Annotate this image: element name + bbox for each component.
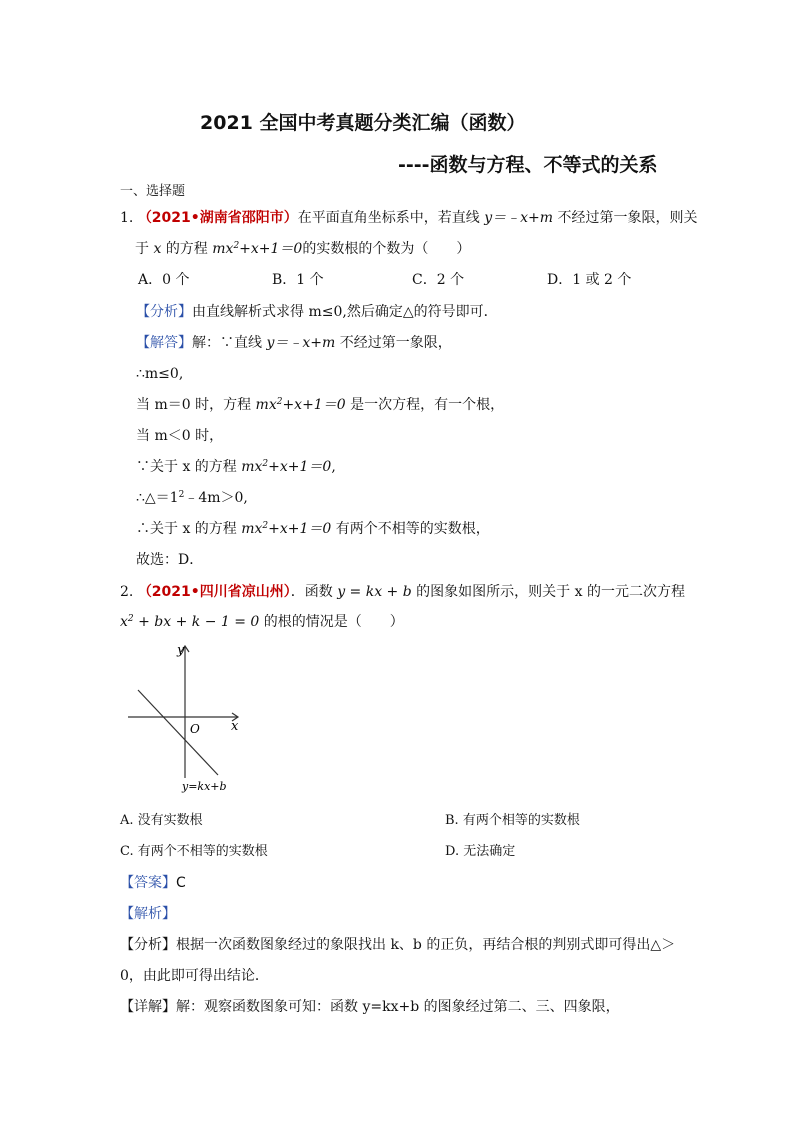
q2-analysis-2: 0，由此即可得出结论． [120,968,269,984]
q1-solution-2: ∴m≤0, [136,366,184,382]
q2-source: （2021•四川省凉山州） [137,584,291,600]
q1-line-1 [120,209,697,227]
q1-line-eq: y＝﹣x+m [484,210,553,226]
q1-solution-4: 当 m＜0 时， [136,428,224,444]
q2-answer-tag: 【答案】 [120,875,176,891]
q2-option-a: A. 没有实数根 [120,813,203,828]
q2-graph [120,640,250,795]
q1-option-d: D．1 或 2 个 [547,272,632,288]
q1-number: 1. [120,210,134,226]
q1-stem-e: 的实数根的个数为（ ） [302,241,471,257]
q1-option-a: A．0 个 [138,272,190,288]
q2-analysis-1: 【分析】根据一次函数图象经过的象限找出 k、b 的正负，再结合根的判别式即可得出△＞ [120,937,676,953]
page-subtitle: ----函数与方程、不等式的关系 [398,154,658,176]
q2-option-b: B. 有两个相等的实数根 [445,813,580,828]
page-title: 2021 全国中考真题分类汇编（函数） [200,112,526,134]
q1-var-x: x [153,241,162,257]
q1-quad-eq: $mx^2+x+1=0$ [212,241,303,257]
q1-solution-7: ∴关于 x 的方程 $mx^2+x+1=0$ 有两个不相等的实数根， [136,521,490,537]
q1-solution-3: 当 m＝0 时，方程 $mx^2+x+1=0$ 是一次方程，有一个根， [136,397,505,413]
q1-analysis-text: 由直线解析式求得 m≤0,然后确定△的符号即可． [192,304,498,320]
q2-option-d: D. 无法确定 [445,844,516,859]
q2-detail-tag: 【详解】 [120,999,176,1015]
q1-solution-1: 【解答】解：∵直线 y＝﹣x+m 不经过第一象限， [136,335,452,351]
q1-option-c: C．2 个 [412,272,465,288]
q2-line-2: $x^2$ + bx + k − 1 = 0 的根的情况是（ ） [120,614,404,630]
graph-line-label: y=kx+b [182,780,227,793]
q1-source: （2021•湖南省邵阳市） [137,210,298,226]
q1-line-2 [135,240,470,258]
section-label: 一、选择题 [120,184,186,199]
q2-linear-eq: y = kx + b [337,584,412,600]
q2-number: 2. [120,584,134,600]
q1-solution-tag: 【解答】 [136,335,192,351]
q1-stem-b: 不经过第一象限，则关 [557,210,698,226]
q2-line-1: 2. （2021•四川省凉山州）．函数 y = kx + b 的图象如图所示，则关于 x 的一元二次方程 [120,584,685,600]
q1-stem-d: 的方程 [165,241,208,257]
q1-analysis-tag: 【分析】 [136,304,192,320]
origin-label: O [190,722,200,736]
q2-option-c: C. 有两个不相等的实数根 [120,844,268,859]
q1-stem-a: 在平面直角坐标系中，若直线 [297,210,480,226]
q2-answer-value: C [176,875,186,891]
q2-detail: 【详解】解：观察函数图象可知：函数 y=kx+b 的图象经过第二、三、四象限， [120,999,620,1015]
y-axis-label: y [177,643,185,658]
q1-solution-6: $\therefore\triangle=1^2﹣4m>0$, [136,490,248,506]
q1-analysis [136,303,498,321]
q1-solution-8: 故选：D． [136,552,204,568]
q1-stem-c: 于 [135,241,149,257]
q2-parse-tag: 【解析】 [120,906,176,922]
q2-analysis-tag: 【分析】 [120,937,176,953]
q1-solution-5: ∵关于 x 的方程 $mx^2+x+1=0$, [136,459,336,475]
q2-answer [120,874,186,892]
q1-option-b: B．1 个 [272,272,324,288]
x-axis-label: x [231,719,239,734]
graph-line [138,690,218,775]
q2-quad-eq: $x^2$ + bx + k − 1 = 0 [120,614,260,630]
